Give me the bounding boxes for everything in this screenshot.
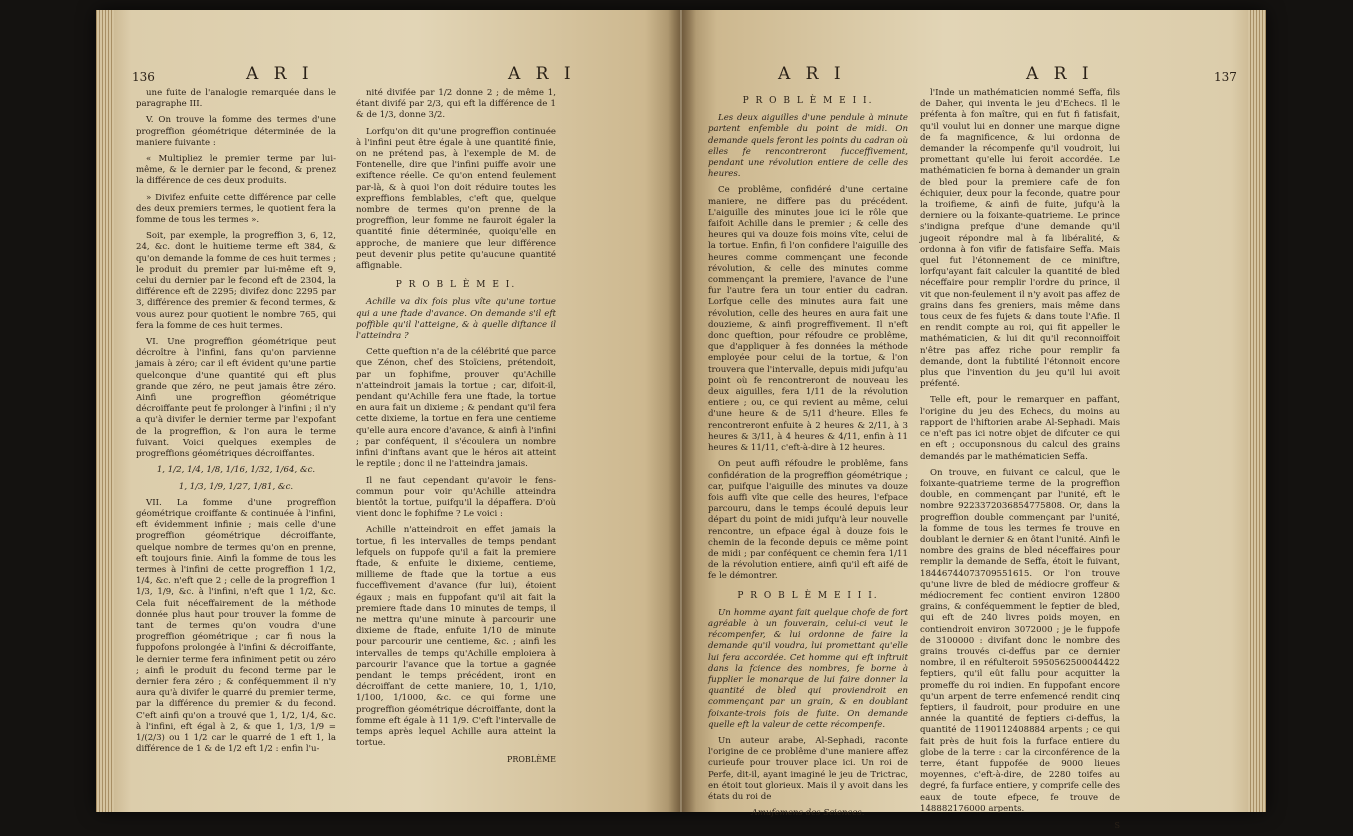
problem-heading: P R O B L È M E I. <box>395 280 517 291</box>
text-column-2 <box>920 88 1120 836</box>
problem-heading: P R O B L È M E I I. <box>742 96 874 106</box>
paragraph: une fuite de l'analogie remarquée dans le paragraphe III. <box>136 88 336 110</box>
left-page <box>96 10 680 812</box>
paragraph: Ce problême, confidéré d'une certaine maniere, ne differe pas du précédent. L'aiguille des minutes joue ici le rôle que faifoit Achille dans le premier ; & celle des heures qui va douze fois moins vîte, celui de la tortue. Enfin, fi l'on confidere l'aiguille des heures comme commençant une feconde révolution, & celle des minutes comme commençant la premiere, l'avance de l'une fur l'autre fera un tour entier du cadran. Lorfque celle des minutes aura fait une révolution, celle des heures en aura fait une douzieme, & ainfi progreffivement. Il n'eft donc queftion, pour réfoudre ce problême, que d'appliquer à fes données la méthode employée pour celui de la tortue, & l'on trouvera que l'intervalle, depuis midi jufqu'au point où fe rencontreront de nouveau les deux aiguilles, fera 1/11 de la révolution entiere ; ou, ce qui revient au même, celui d'une heure & de 5/11 d'heure. Elles fe rencontreront enfuite à 2 heures & 2/11, à 3 heures & 3/11, à 4 heures & 4/11, enfin à 11 heures & 11/11, c'eft-à-dire à 12 heures. <box>708 185 908 454</box>
page-number: 136 <box>132 70 155 84</box>
paragraph: Soit, par exemple, la progreffion 3, 6, 12, 24, &c. dont le huitieme terme eft 384, & qu'on demande la fomme de ces huit termes ; le produit du premier par lui-même eft 9, celui du dernier par le fecond eft de 2304, la différence eft de 2295; divifez donc 2295 par 3, différence des premier & fecond termes, & vous aurez pour quotient le nombre 765, qui fera la fomme de ces huit termes. <box>136 231 336 331</box>
running-head: A R I <box>508 64 576 84</box>
paragraph: Lorfqu'on dit qu'une progreffion continuée à l'infini peut être égale à une quantité finie, on ne prétend pas, à l'exemple de M. de Fontenelle, dire que l'infini puiffe avoir une exiftence réelle. Ce qu'on entend feulement par-là, & à quoi l'on doit réduire toutes les expreffions femblables, c'eft que, quelque nombre de termes qu'on prenne de la progreffion, leur fomme ne fauroit égaler la quantité finie déterminée, quoiqu'elle en approche, de maniere que leur différence peut devenir plus petite qu'aucune quantité affignable. <box>356 126 556 272</box>
formula: 1, 1/2, 1/4, 1/8, 1/16, 1/32, 1/64, &c. <box>156 465 316 476</box>
running-head: A R I <box>1026 64 1094 84</box>
problem-heading: P R O B L È M E I I I. <box>737 590 879 601</box>
catchword: PROBLÈME <box>506 755 556 765</box>
paragraph: Il ne faut cependant qu'avoir le fens-commun pour voir qu'Achille atteindra bientôt la tortue, puifqu'il la dépaffera. D'où vient donc le fophifme ? Le voici : <box>356 475 556 520</box>
right-page <box>682 10 1266 830</box>
paragraph: On peut auffi réfoudre le problême, fans confidération de la progreffion géométrique ; car, puifque l'aiguille des minutes va douze fois auffi vîte que celle des heures, l'efpace parcouru, dans le temps écoulé depuis leur départ du point de midi jufqu'à leur nouvelle rencontre, un efpace égal à douze fois le chemin de la feconde depuis ce même point de midi ; par conféquent ce chemin fera 1/11 de la révolution entiere, ainfi qu'il eft aifé de fe le démontrer. <box>708 459 908 582</box>
paragraph: Achille n'atteindroit en effet jamais la tortue, fi les intervalles de temps pendant lefquels on fuppofe qu'il a fait la premiere ftade, & enfuite le dixieme, centieme, millieme de ftade que la tortue a eus fucceffivement d'avance (fur lui), étoient égaux ; mais en fuppofant qu'il ait fait la premiere ftade dans 10 minutes de temps, il ne mettra qu'une minute à parcourir une dixieme de ftade, enfuite 1/10 de minute pour parcourir une centieme, &c. ; ainfi les intervalles de temps qu'Achille emploiera à parcourir l'avance que la tortue a gagnée pendant le temps précédent, iront en décroiffant de cette maniere, 10, 1, 1/10, 1/100, 1/1000, &c. ce qui forme une progreffion géométrique décroiffante, dont la fomme eft égale à 11 1/9. C'eft l'intervalle de temps après lequel Achille aura atteint la tortue. <box>356 525 556 749</box>
problem-statement: Les deux aiguilles d'une pendule à minute partent enfemble du point de midi. On demande quels feront les points du cadran où elles fe rencontreront fucceffivement, pendant une révolution entiere de celle des heures. <box>708 113 908 180</box>
problem-statement: Un homme ayant fait quelque chofe de fort agréable à un fouverain, celui-ci veut le récompenfer, & lui ordonne de faire la demande qu'il voudra, lui promettant qu'elle lui fera accordée. Cet homme qui eft inftruit dans la fcience des nombres, fe borne à fupplier le monarque de lui faire donner la quantité de bled qui proviendroit en commençant par un grain, & en doublant foixante-trois fois de fuite. On demande quelle eft la valeur de cette récompenfe. <box>708 607 908 730</box>
page-edges-right <box>1248 10 1266 812</box>
paragraph: Cette queftion n'a de la célébrité que parce que Zénon, chef des Stoïciens, prétendoit, par un fophifme, prouver qu'Achille n'atteindroit jamais la tortue ; car, difoit-il, pendant qu'Achille fera une ftade, la tortue en aura fait un dixieme ; & pendant qu'il fera cette dixieme, la tortue en fera une centieme qu'elle aura encore d'avance, & ainfi à l'infini ; par conféquent, il s'écoulera un nombre infini d'inftans avant que le héros ait atteint le reptile ; donc il ne l'atteindra jamais. <box>356 347 556 470</box>
paragraph: » Divifez enfuite cette différence par celle des deux premiers termes, le quotient fera la fomme de tous les termes ». <box>136 192 336 226</box>
paragraph: Un auteur arabe, Al-Sephadi, raconte l'origine de ce problême d'une maniere affez curieufe pour trouver place ici. Un roi de Perfe, dit-il, ayant imaginé le jeu de Trictrac, en étoit tout glorieux. Mais il y avoit dans les états du roi de <box>708 735 908 802</box>
page-number: 137 <box>1214 70 1237 84</box>
paragraph: nité divifée par 1/2 donne 2 ; de même 1, étant divifé par 2/3, qui eft la différence de 1 & de 1/3, donne 3/2. <box>356 88 556 121</box>
page-edges-left <box>96 10 114 812</box>
book-gutter <box>668 10 696 812</box>
paragraph: Telle eft, pour le remarquer en paffant, l'origine du jeu des Echecs, du moins au rapport de l'hiftorien arabe Al-Sephadi. Mais ce n'eft pas ici notre objet de difcuter ce qui en eft ; occuponsnous du calcul des grains demandés par le mathématicien Seffa. <box>920 395 1120 462</box>
paragraph: VI. Une progreffion géométrique peut décroître à l'infini, fans qu'on parvienne jamais à zéro; car il eft évident qu'une partie quelconque d'une quantité qui eft plus grande que zéro, ne peut jamais être zéro. Ainfi une progreffion géométrique décroiffante peut fe prolonger à l'infini ; il n'y a qu'à divifer le dernier terme par l'expofant de la progreffion, & l'on aura le terme fuivant. Voici quelques exemples de progreffions géométriques décroiffantes. <box>136 337 336 460</box>
paragraph: « Multipliez le premier terme par lui-même, & le dernier par le fecond, & prenez la différence de ces deux produits. <box>136 154 336 187</box>
text-column-2 <box>356 88 556 771</box>
formula: 1, 1/3, 1/9, 1/27, 1/81, &c. <box>178 481 294 492</box>
text-column-1 <box>708 88 908 824</box>
signature-line: Amufemens des Sciences. <box>751 808 865 819</box>
text-column-1 <box>136 88 336 760</box>
paragraph: On trouve, en fuivant ce calcul, que le foixante-quatrieme terme de la progreffion double, en commençant par l'unité, eft le nombre 9223372036854775808. Or, dans la progreffion double commençant par l'unité, la fomme de tous les termes fe trouve en doublant le dernier & en ôtant l'unité. Ainfi le nombre des grains de bled néceffaires pour remplir la demande de Seffa, étoit le fuivant, 18446744073709551615. Or l'on trouve qu'une livre de bled de médiocre groffeur & médiocrement fec contient environ 12800 grains, & conféquemment le feptier de bled, qui eft de 240 livres poids moyen, en contiendroit environ 3072000 ; je le fuppofe de 3100000 : divifant donc le nombre des grains trouvés ci-deffus par ce dernier nombre, il en réfulteroit 5950562500044422 feptiers, qu'il eût fallu pour acquitter la promeffe du roi indien. En fuppofant encore qu'un arpent de terre enfemencé rendit cinq feptiers, il faudroit, pour produire en une année la quantité de feptiers ci-deffus, la quantité de 1190112408884 arpents ; ce qui fait près de huit fois la furface entiere du globe de la terre : car la circonférence de la terre, étant fuppofée de 9000 lieues moyennes, c'eft-à-dire, de 2280 toifes au degré, fa furface entiere, y comprife celle des eaux de toute efpece, fe trouve de 148882176000 arpents. <box>920 467 1120 814</box>
running-head: A R I <box>778 64 846 84</box>
paragraph: l'Inde un mathématicien nommé Seffa, fils de Daher, qui inventa le jeu d'Echecs. Il le préfenta à fon maître, qui en fut fi fatisfait, qu'il voulut lui en donner une marque digne de fa magnificence, & lui ordonna de demander la récompenfe qu'il voudroit, lui promettant qu'elle lui feroit accordée. Le mathématicien fe borna à demander un grain de bled pour la premiere cafe de fon échiquier, deux pour la feconde, quatre pour la troifieme, & ainfi de fuite, jufqu'à la derniere ou la foixante-quatrieme. Le prince s'indigna prefque d'une demande qu'il jugeoit répondre mal à fa libéralité, & ordonna à fon vifir de fatisfaire Seffa. Mais quel fut l'étonnement de ce miniftre, lorfqu'ayant fait calculer la quantité de bled néceffaire pour remplir l'ordre du prince, il vit que non-feulement il n'y avoit pas affez de grains dans fes greniers, mais même dans tous ceux de fes fujets & dans toute l'Afie. Il en rendit compte au roi, qui fit appeller le mathématicien, & lui dit qu'il reconnoiffoit n'être pas affez riche pour remplir fa demande, dont la fubtilité l'étonnoit encore plus que l'invention du jeu qu'il lui avoit préfenté. <box>920 88 1120 390</box>
problem-statement: Achille va dix fois plus vîte qu'une tortue qui a une ftade d'avance. On demande s'il eft poffible qu'il l'atteigne, & à quelle diftance il l'atteindra ? <box>356 297 556 342</box>
running-head: A R I <box>246 64 314 84</box>
paragraph: VII. La fomme d'une progreffion géométrique croiffante & continuée à l'infini, eft évidemment infinie ; mais celle d'une progreffion géométrique décroiffante, quelque nombre de termes qu'on en prenne, eft toujours finie. Ainfi la fomme de tous les termes à l'infini de cette progreffion 1 1/2, 1/4, &c. n'eft que 2 ; celle de la progreffion 1 1/3, 1/9, &c. à l'infini, n'eft que 1 1/2, &c. Cela fuit néceffairement de la méthode donnée plus haut pour trouver la fomme de tant de termes qu'on voudra d'une progreffion géométrique ; car fi nous la fuppofons prolongée à l'infini & décroiffante, le dernier terme fera infiniment petit ou zéro ; ainfi le produit du fecond terme par le dernier fera zéro ; & conféquemment il n'y aura qu'à divifer le quarré du premier terme, par la différence du premier & du fecond. C'eft ainfi qu'on a trouvé que 1, 1/2, 1/4, &c. à l'infini, eft égal à 2, & que 1, 1/3, 1/9 = 1/(2/3) ou 1 1/2 car le quarré de 1 eft 1, la différence de 1 & de 1/2 eft 1/2 : enfin l'u- <box>136 497 336 755</box>
paragraph: V. On trouve la fomme des termes d'une progreffion géométrique déterminée de la maniere fuivante : <box>136 115 336 148</box>
signature-mark: S <box>1114 821 1120 830</box>
book-spread <box>96 10 1266 830</box>
